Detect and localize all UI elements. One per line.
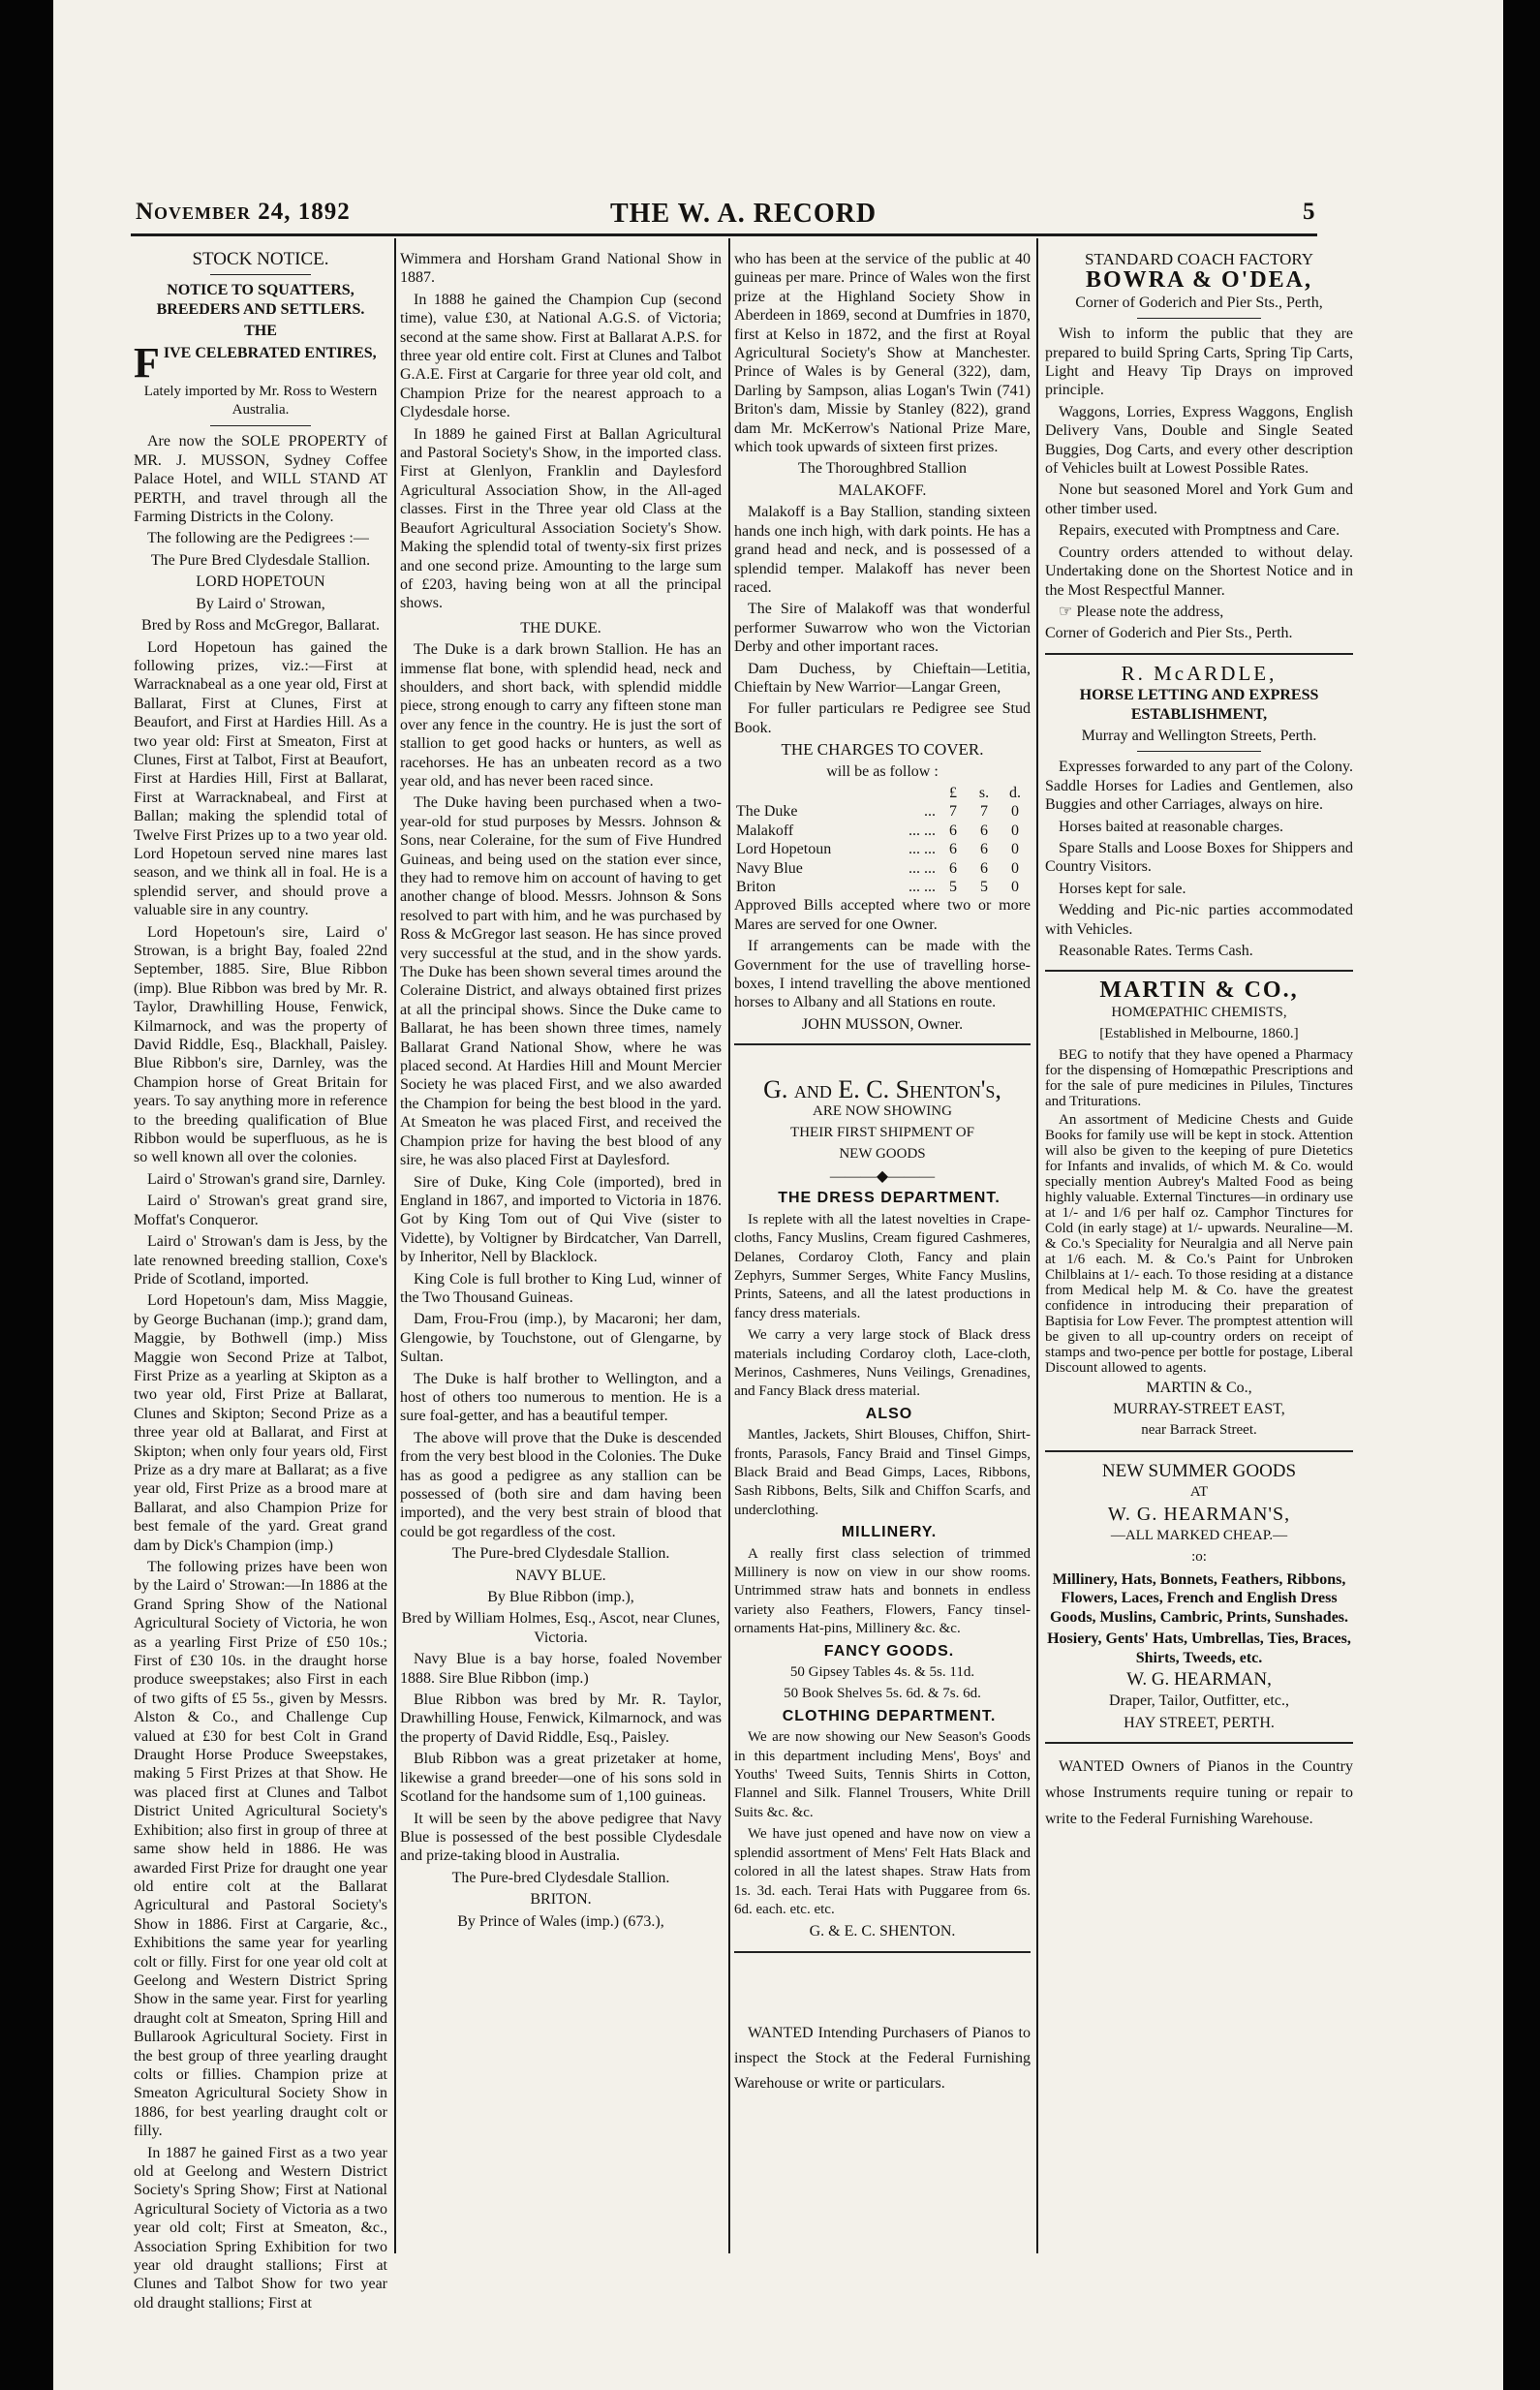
currency-pence: d. xyxy=(1009,784,1021,801)
scan-border-right xyxy=(1503,0,1540,2390)
dropcap: F xyxy=(134,338,160,387)
paragraph: Approved Bills accepted where two or more Mares are served for one Owner. xyxy=(734,897,1031,933)
summer-goods-heading: NEW SUMMER GOODS xyxy=(1101,1460,1297,1481)
coach-factory-heading: STANDARD COACH FACTORY xyxy=(1084,250,1314,268)
paragraph: Corner of Goderich and Pier Sts., Perth. xyxy=(1045,625,1293,642)
fancy-item: 50 Book Shelves 5s. 6d. & 7s. 6d. xyxy=(784,1686,981,1702)
paragraph: In 1887 he gained First as a two year old at Geelong and Western District Society's Spring Show; First at National Agricultural Society of Victoria as a two year old colt; First at Smeaton, &c., Association Spring Exhibition for two year old draught stallions; First at Clunes and Talbot Show for two year old draught stallions; First at xyxy=(134,2144,387,2312)
paragraph: We carry a very large stock of Black dress materials including Cordaroy cloth, Lace-cloth, Merinos, Cashmeres, Nuns Veilings, Grenadines, and Fancy Black dress material. xyxy=(734,1327,1031,1400)
table-row: Briton ... ... 5 5 0 xyxy=(736,879,1019,895)
horse-name: LORD HOPETOUN xyxy=(196,574,325,591)
millinery-heading: MILLINERY. xyxy=(841,1524,938,1541)
charges-subheading: will be as follow : xyxy=(826,762,939,780)
scan-border-left xyxy=(0,0,53,2390)
divider xyxy=(734,1951,1031,1953)
celebrated-entires: FIVE CELEBRATED ENTIRES, xyxy=(134,338,377,387)
shenton-line: THEIR FIRST SHIPMENT OF xyxy=(790,1125,974,1141)
paragraph: Lord Hopetoun's sire, Laird o' Strowan, is a bright Bay, foaled 22nd September, 1885. Sire, Blue Ribbon (imp). Blue Ribbon was bred by Mr. R. Taylor, Drawhilling House, Fenwick, Kilmarnock, and was the property of David Riddle, Esq., Blackhall, Paisley. Blue Ribbon's sire, Darnley, was the Champion horse of Great Britain for years. To say anything more in reference to the breeding qualification of Blue Ribbon would be superfluous, as he is so well known all over the colonies. xyxy=(134,923,387,1166)
currency-header-row xyxy=(734,784,1031,802)
the-label: THE xyxy=(244,323,277,340)
divider xyxy=(1137,318,1260,319)
paragraph: The following prizes have been won by the Laird o' Strowan:—In 1886 at the Grand Spring Show of the National Agricultural Society of Victoria, he won as a yearling First Prize of £50 10s.; First of £30 10s. in the draught horse produce sweepstakes; also First in each of two gifts of £5 5s., given by Messrs. Alston & Co., and Challenge Cup valued at £30 for best Colt in Grand Draught Horse Produce Sweepstakes, making 5 First Prizes at that Show. He was placed first at Clunes and Talbot District United Agricultural Society's Exhibition; also first in group of three at same show held in 1886. He was awarded First Prize for draught one year old entire colt at the Ballarat Agricultural and Pastoral Society's Show in 1886. First at Cargarie, &c., Exhibitions the same year for yearling colt or filly. First for one year old colt at Geelong and Western District Spring Show in the same year. First for yearling draught colt at Smeaton, Spring Hill and Bullarook Agricultural Society. First in the best group of three yearling draught colts or fillies. Champion prize at Smeaton Agricultural Society Show in 1886, for best yearling draught colt or filly. xyxy=(134,1559,387,2140)
header-rule xyxy=(131,233,1317,236)
paragraph: The Thoroughbred Stallion xyxy=(798,460,967,478)
column-4 xyxy=(1045,250,1353,1835)
currency-shillings: s. xyxy=(978,784,990,801)
paragraph: Reasonable Rates. Terms Cash. xyxy=(1059,943,1253,959)
martin-street: MURRAY-STREET EAST, xyxy=(1113,1401,1285,1418)
paragraph: Repairs, executed with Promptness and Care. xyxy=(1059,522,1340,540)
hearman-occupation: Draper, Tailor, Outfitter, etc., xyxy=(1109,1692,1289,1710)
martin-subheading: HOMŒPATHIC CHEMISTS, xyxy=(1111,1004,1287,1020)
hearman-sign: W. G. HEARMAN, xyxy=(1126,1668,1272,1690)
paragraph: We have just opened and have now on view a splendid assortment of Mens' Felt Hats Black and colored in all the latest shapes. Straw Hats from 1s. 3d. each. Terai Hats with Puggaree from 6s. 6d. each. etc. etc. xyxy=(734,1826,1031,1917)
navy-blue-heading: NAVY BLUE. xyxy=(515,1567,606,1584)
briton-heading: BRITON. xyxy=(530,1891,592,1909)
paragraph: King Cole is full brother to King Lud, winner of the Two Thousand Guineas. xyxy=(400,1270,722,1306)
malakoff-heading: MALAKOFF. xyxy=(838,481,927,499)
paragraph: For fuller particulars re Pedigree see Stud Book. xyxy=(734,700,1031,736)
paragraph: Waggons, Lorries, Express Waggons, English Delivery Vans, Double and Single Seated Buggies, Dog Carts, and every other description of Vehicles built at Lowest Possible Rates. xyxy=(1045,403,1353,478)
paragraph: The Pure Bred Clydesdale Stallion. xyxy=(150,551,371,569)
hearman-heading: W. G. HEARMAN'S, xyxy=(1107,1503,1291,1525)
paragraph: An assortment of Medicine Chests and Guide Books for family use will be kept in stock. Attention will also be given to the keeping of pure Dietetics for Infants and invalids, of which M. & Co. would specially mention Aubrey's Malted Food as being highly valuable. External Tinctures—in ordinary use at 1/- and 1/6 per half oz. Camphor Tinctures for Cold (in early stage) at 1/- upwards. Neuraline—M. & Co.'s Speciality for Neuralgia and all Nerve pain at 1/6 each. M. & Co.'s Paint for Unbroken Chilblains at 1/- each. To those residing at a distance from Medical help M. & Co. have the greatest confidence in introducing their preparation of Baptisia for Low Fever. The promptest attention will be given to all up-country orders on receipt of stamps and two-pence per bottle for postage, Liberal Discount allowed to agents. xyxy=(1045,1111,1353,1376)
column-3 xyxy=(734,250,1031,2099)
paragraph: Wedding and Pic-nic parties accommodated with Vehicles. xyxy=(1045,902,1353,938)
paragraph: Millinery, Hats, Bonnets, Feathers, Ribbons, Flowers, Laces, French and English Dress Goods, Muslins, Cambric, Prints, Sunshades. xyxy=(1049,1570,1349,1626)
paragraph: Blub Ribbon was a great prizetaker at home, likewise a grand breeder—one of his sons sold in Scotland for the handsome sum of 1,100 guineas. xyxy=(400,1751,722,1806)
divider xyxy=(210,274,312,275)
divider xyxy=(1045,970,1353,972)
paragraph: The Duke is a dark brown Stallion. He has an immense flat bone, with splendid head, neck and shoulders, and short back, with splendid middle piece, strong enough to carry any fifteen stone man over any fence in the country. He is just the sort of stallion to get good hacks or hunters, as well as racehorses. He has an unbeaten record as a two year old, and has never been raced since. xyxy=(400,641,722,790)
wanted-ad: WANTED Intending Purchasers of Pianos to inspect the Stock at the Federal Furnishing Warehouse or write or particulars. xyxy=(734,2024,1031,2092)
paragraph: Horses kept for sale. xyxy=(1059,880,1186,897)
paragraph: The Sire of Malakoff was that wonderful performer Suwarrow who won the Victorian Derby and other important races. xyxy=(734,601,1031,656)
paragraph: Bred by William Holmes, Esq., Ascot, near Clunes, Victoria. xyxy=(401,1610,721,1646)
paragraph: In 1889 he gained First at Ballan Agricultural and Pastoral Society's Show, in the imported class. First at Glenlyon, Franklin and Daylesford Agricultural Association Show, in the All-aged classes. First in the Three year old Class at the Beaufort Agricultural Association Society's Show. Making the splendid total of twenty-six first prizes and one second prize. Amounting to the large sum of £203, having being won at all the principal shows. xyxy=(400,425,722,612)
column-divider xyxy=(1036,238,1038,2253)
paragraph: None but seasoned Morel and York Gum and other timber used. xyxy=(1045,481,1353,517)
table-row: Malakoff ... ... 6 6 0 xyxy=(736,822,1019,839)
paragraph: If arrangements can be made with the Government for the use of travelling horse-boxes, I intend travelling the above mentioned horses to Albany and all Stations en route. xyxy=(734,938,1031,1011)
divider xyxy=(1045,653,1353,655)
paragraph: Lord Hopetoun's dam, Miss Maggie, by George Buchanan (imp.); grand dam, Maggie, by Bothwell (imp.) Miss Maggie won Second Prize at Talbot, First Prize as a yearling at Skipton as a two year old, First Prize at Ballarat, Clunes and Skipton; Second Prize as a three year old at Ballarat, and First at Skipton; when only four years old, First Prize as a dry mare at Ballarat; as a five year old, First Prize as a brood mare at Ballarat, and also Champion Prize for best female of the yard. Great grand dam by Dick's Champion (imp.) xyxy=(134,1292,387,1554)
table-row: Navy Blue ... ... 6 6 0 xyxy=(736,859,1019,877)
column-divider xyxy=(728,238,730,2253)
martin-sign: MARTIN & Co., xyxy=(1146,1379,1252,1396)
paragraph: Wish to inform the public that they are prepared to build Spring Carts, Spring Tip Carts, Light and Heavy Tip Drays on improved principle. xyxy=(1045,326,1353,399)
paragraph: ☞ Please note the address, xyxy=(1059,603,1224,620)
paragraph: Malakoff is a Bay Stallion, standing sixteen hands one inch high, with dark points. He has a grand head and neck, and is possessed of a splendid temper. Malakoff has never been raced. xyxy=(734,504,1031,596)
divider xyxy=(734,1043,1031,1045)
imported-line: Lately imported by Mr. Ross to Western Australia. xyxy=(143,383,378,419)
column-2 xyxy=(400,250,722,1934)
paragraph: Mantles, Jackets, Shirt Blouses, Chiffon, Shirt-fronts, Parasols, Fancy Braid and Tinsel Gimps, Black Braid and Bead Gimps, Laces, Ribbons, Sash Ribbons, Belts, Silk and Chiffon Scarfs, and underclothing. xyxy=(734,1427,1031,1518)
paragraph: By Blue Ribbon (imp.), xyxy=(487,1589,634,1606)
fancy-goods-heading: FANCY GOODS. xyxy=(823,1642,955,1660)
ornament: ———◆——— xyxy=(829,1167,936,1185)
header-page-number: 5 xyxy=(1303,199,1315,225)
paragraph: By Laird o' Strowan, xyxy=(196,595,325,612)
ornament: :o: xyxy=(1191,1549,1207,1566)
dress-department-heading: THE DRESS DEPARTMENT. xyxy=(778,1190,1001,1207)
paragraph: In 1888 he gained the Champion Cup (second time), value £30, at National A.G.S. of Victoria; second at the same show. First at Ballarat A.P.S. for three year old entire colt. First at Clunes and Talbot G.A.E. First at Cargarie for three year old colt, and Champion Prize for the nearest approach to a Clydesdale horse. xyxy=(400,291,722,421)
divider xyxy=(210,425,312,426)
column-divider xyxy=(394,238,396,2253)
header-title: THE W. A. RECORD xyxy=(610,199,878,229)
paragraph: It will be seen by the above pedigree that Navy Blue is possessed of the best possible Clydesdale and prize-taking blood in Australia. xyxy=(400,1810,722,1865)
notice-subheading: NOTICE TO SQUATTERS, BREEDERS AND SETTLERS. xyxy=(156,282,365,318)
page-header xyxy=(136,199,1317,230)
paragraph: Navy Blue is a bay horse, foaled November 1888. Sire Blue Ribbon (imp.) xyxy=(400,1651,722,1687)
paragraph: The above will prove that the Duke is descended from the very best blood in the Colonies. The Duke has as good a pedigree as any stallion can be possessed of (both sire and dam having been imported), and the very best strain of blood that could be got regardless of the cost. xyxy=(400,1429,722,1540)
at-label: AT xyxy=(1189,1484,1209,1501)
paragraph: Hosiery, Gents' Hats, Umbrellas, Ties, Braces, Shirts, Tweeds, etc. xyxy=(1047,1630,1351,1666)
divider xyxy=(1045,1450,1353,1452)
signature: G. & E. C. SHENTON. xyxy=(809,1923,956,1940)
martin-established: [Established in Melbourne, 1860.] xyxy=(1099,1026,1299,1042)
paragraph: Expresses forwarded to any part of the Colony. Saddle Horses for Ladies and Gentlemen, also Buggies and other Carriages, always on hire. xyxy=(1045,759,1353,814)
paragraph: Bred by Ross and McGregor, Ballarat. xyxy=(141,617,380,635)
charges-heading: THE CHARGES TO COVER. xyxy=(781,740,984,760)
paragraph: Country orders attended to without delay. Undertaking done on the Shortest Notice and in the Most Respectful Manner. xyxy=(1045,543,1353,599)
marked-cheap: —ALL MARKED CHEAP.— xyxy=(1110,1528,1288,1544)
paragraph: BEG to notify that they have opened a Pharmacy for the dispensing of Homœpathic Prescriptions and for the sale of pure medicines in Pilules, Tinctures and Triturations. xyxy=(1045,1046,1353,1109)
fancy-item: 50 Gipsey Tables 4s. & 5s. 11d. xyxy=(789,1664,975,1681)
paragraph: The Duke having been purchased when a two-year-old for stud purposes by Messrs. Johnson & Sons, near Coleraine, for the sum of Five Hundred Guineas, and being used on the station ever since, they had to remove him on account of having to get another change of blood. Messrs. Johnson & Sons resolved to part with him, and he was purchased by Ross & McGregor last season. He has since proved very successful at the stud, and in the show yards. The Duke has been shown several times around the Coleraine District, and always obtained first prizes at all the principal shows. Since the Duke came to Ballarat, he has been shown three times, namely Ballarat Grand National Show, where he was placed second. At Hardies Hill and Mount Mercier Society he was placed First, and we also awarded the Champion for being the best blood in the yard. At Smeaton he was placed First, and received the Champion prize for having the best blood of any sire, he was also placed First at Daylesford. xyxy=(400,794,722,1169)
also-heading: ALSO xyxy=(865,1405,913,1422)
charges-table xyxy=(734,784,1031,896)
table-row: The Duke ... 7 7 0 xyxy=(736,803,1019,821)
signature: JOHN MUSSON, Owner. xyxy=(801,1015,964,1033)
pointing-hand-icon: ☞ xyxy=(1059,603,1073,620)
divider xyxy=(1137,751,1260,752)
paragraph: Is replete with all the latest novelties in Crape-cloths, Fancy Muslins, Cream figured Cashmeres, Delanes, Cordaroy Cloth, Fancy and plain Zephyrs, Summer Serges, White Fancy Muslins, Prints, Sateens, and all the latest productions in fancy dress materials. xyxy=(734,1211,1031,1321)
paragraph: who has been at the service of the public at 40 guineas per mare. Prince of Wales won the first prize at the Highland Society Show in Aberdeen in 1869, second at Dumfries in 1870, first at Kelso in 1872, and the first at Royal Agricultural Society's Show at Manchester. Prince of Wales is by General (322), dam, Darling by Sampson, alias Logan's Twin (741) Briton's dam, Missie by Stanley (822), grand dam Mr. McKerrow's National Prize Mare, which took upwards of sixteen first prizes. xyxy=(734,251,1031,456)
shenton-line: ARE NOW SHOWING xyxy=(813,1102,952,1119)
paragraph: Lord Hopetoun has gained the following prizes, viz.:—First at Warracknabeal as a one year old, First at Ballarat, First at Clunes, First at Beaufort, and First at Hardies Hill. As a two year old: First at Smeaton, First at Clunes, First at Talbot, First at Beaufort, First at Hardies Hill, First at Ballarat, First at Warracknabeal, and First at Ballan; making the splendid total of Twelve First Prizes up to a two year old. Lord Hopetoun served nine mares last season, and we think all in foal. He is a splendid server, and should prove a valuable sire in any country. xyxy=(134,638,387,919)
shenton-line: NEW GOODS xyxy=(839,1146,926,1163)
paragraph: Laird o' Strowan's grand sire, Darnley. xyxy=(147,1170,385,1188)
paragraph: The Pure-bred Clydesdale Stallion. xyxy=(451,1869,670,1886)
header-date: November 24, 1892 xyxy=(136,199,351,225)
martin-near: near Barrack Street. xyxy=(1141,1422,1257,1439)
currency-pounds: £ xyxy=(949,784,957,801)
mcardle-address: Murray and Wellington Streets, Perth. xyxy=(1081,727,1317,744)
paragraph: By Prince of Wales (imp.) (673.), xyxy=(457,1912,664,1930)
divider xyxy=(1045,1742,1353,1744)
paragraph: Dam, Frou-Frou (imp.), by Macaroni; her dam, Glengowie, by Touchstone, out of Glengarne, by Sultan. xyxy=(400,1311,722,1366)
shenton-heading: G. and E. C. Shenton's, xyxy=(763,1075,1001,1104)
duke-heading: THE DUKE. xyxy=(520,619,601,636)
column-1 xyxy=(134,250,387,2315)
paragraph: Horses baited at reasonable charges. xyxy=(1059,818,1284,835)
paragraph: Blue Ribbon was bred by Mr. R. Taylor, Drawhilling House, Fenwick, Kilmarnock, and was the property of David Riddle, Esq., Paisley. xyxy=(400,1692,722,1746)
wanted-ad: WANTED Owners of Pianos in the Country whose Instruments require tuning or repair to write to the Federal Furnishing Warehouse. xyxy=(1045,1758,1353,1828)
paragraph: A really first class selection of trimmed Millinery is now on view in our show rooms. Untrimmed straw hats and bonnets in endless variety also Feathers, Flowers, Fancy tinsel-ornaments Hat-pins, Millinery &c. &c. xyxy=(734,1545,1031,1637)
paragraph: Dam Duchess, by Chieftain—Letitia, Chieftain by New Warrior—Langar Green, xyxy=(734,660,1031,696)
paragraph: The following are the Pedigrees :— xyxy=(147,530,369,547)
hearman-address: HAY STREET, PERTH. xyxy=(1124,1714,1275,1731)
mcardle-heading: R. McARDLE, xyxy=(1121,661,1278,685)
bowra-address: Corner of Goderich and Pier Sts., Perth, xyxy=(1075,294,1323,311)
paragraph: The Duke is half brother to Wellington, and a host of others too numerous to mention. He is a sure foal-getter, and has a beautiful temper. xyxy=(400,1370,722,1425)
paragraph: The Pure-bred Clydesdale Stallion. xyxy=(451,1545,670,1563)
paragraph: Are now the SOLE PROPERTY of MR. J. MUSSON, Sydney Coffee Palace Hotel, and WILL STAND AT PERTH, and travel through all the Farming Districts in the Colony. xyxy=(134,433,387,526)
paragraph: Wimmera and Horsham Grand National Show in 1887. xyxy=(400,251,722,287)
paragraph: Spare Stalls and Loose Boxes for Shippers and Country Visitors. xyxy=(1045,839,1353,876)
mcardle-subheading: HORSE LETTING AND EXPRESS ESTABLISHMENT, xyxy=(1079,687,1319,723)
stock-notice-heading: STOCK NOTICE. xyxy=(192,249,329,269)
martin-heading: MARTIN & CO., xyxy=(1099,978,1299,1004)
paragraph: Sire of Duke, King Cole (imported), bred in England in 1867, and imported to Victoria in 1876. Got by King Tom out of Qui Vive (sister to Vidette), by Voltigner by Birdcatcher, Van Darrell, by Inheritor, Nell by Blacklock. xyxy=(400,1173,722,1266)
paragraph: Laird o' Strowan's great grand sire, Moffat's Conqueror. xyxy=(134,1193,387,1228)
clothing-heading: CLOTHING DEPARTMENT. xyxy=(782,1707,997,1724)
paragraph: We are now showing our New Season's Goods in this department including Mens', Boys' and Youths' Tweed Suits, Tennis Shirts in Cotton, Flannel and Silk. Flannel Trousers, White Drill Suits &c. &c. xyxy=(734,1729,1031,1820)
bowra-heading: BOWRA & O'DEA, xyxy=(1085,267,1312,294)
table-row: Lord Hopetoun ... ... 6 6 0 xyxy=(736,841,1019,858)
paragraph: Laird o' Strowan's dam is Jess, by the late renowned breeding stallion, Coxe's Pride of Scotland, imported. xyxy=(134,1233,387,1288)
